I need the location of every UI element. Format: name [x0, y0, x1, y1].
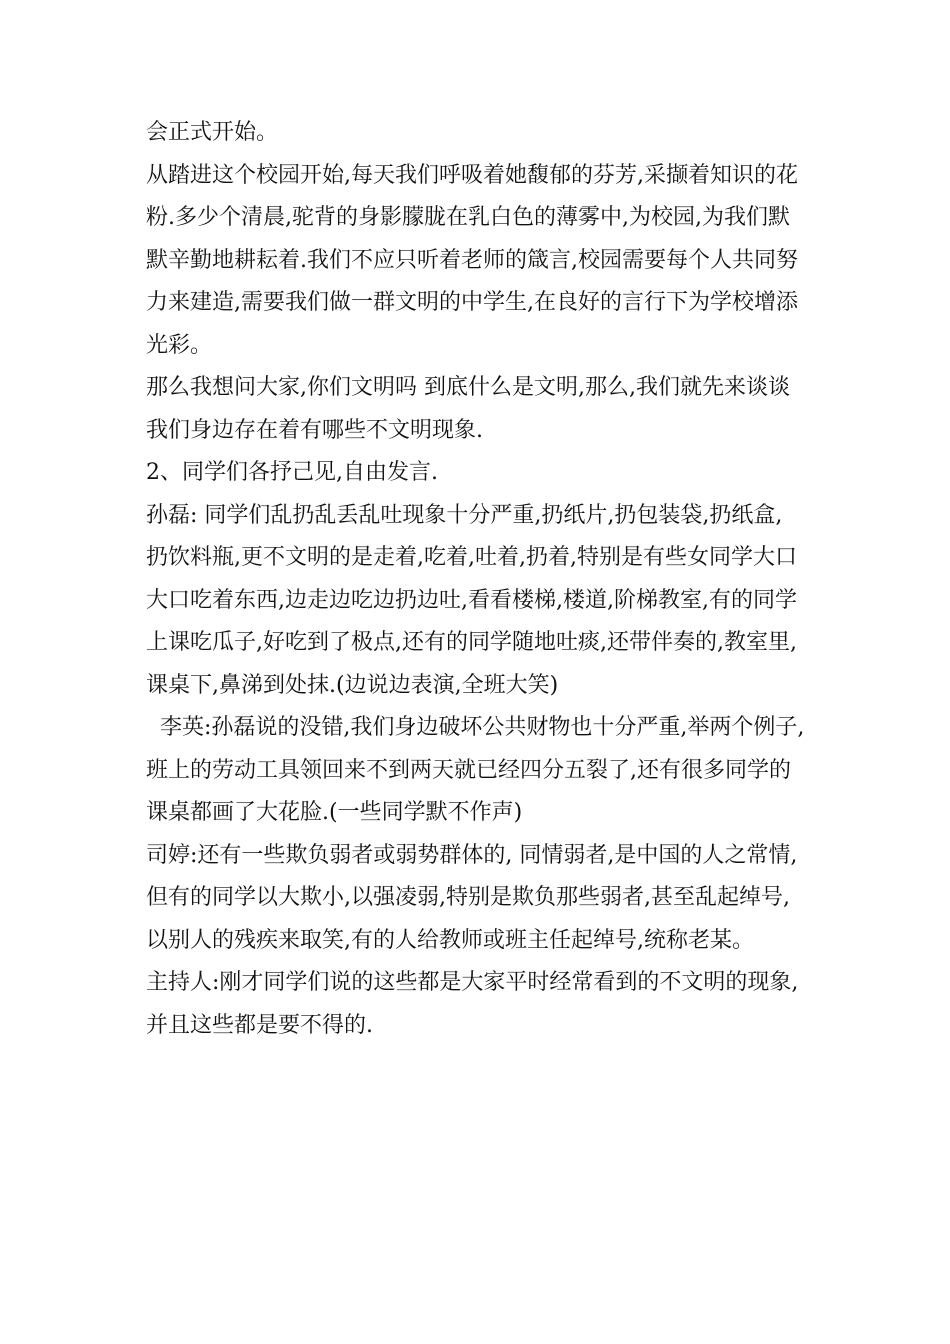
- text-line: 光彩。: [146, 332, 213, 358]
- text-line: 李英:孙磊说的没错,我们身边破坏公共财物也十分严重,举两个例子,: [146, 715, 805, 740]
- document-body: [146, 112, 816, 1047]
- text-line: 孙磊: 同学们乱扔乱丢乱吐现象十分严重,扔纸片,扔包装袋,扔纸盒,: [146, 502, 783, 528]
- text-line: 那么我想问大家,你们文明吗 到底什么是文明,那么,我们就先来谈谈: [146, 375, 790, 400]
- text-line: 课桌下,鼻涕到处抹.(边说边表演,全班大笑): [146, 672, 559, 698]
- text-line: 但有的同学以大欺小,以强凌弱,特别是欺负那些弱者,甚至乱起绰号,: [146, 885, 790, 910]
- text-line: 以别人的残疾来取笑,有的人给教师或班主任起绰号,统称老某。: [146, 927, 754, 953]
- text-line: 从踏进这个校园开始,每天我们呼吸着她馥郁的芬芳,采撷着知识的花: [146, 162, 798, 188]
- text-line: 2、同学们各抒己见,自由发言.: [146, 460, 438, 485]
- text-line: 力来建造,需要我们做一群文明的中学生,在良好的言行下为学校增添: [146, 290, 798, 315]
- text-line: 会正式开始。: [146, 120, 279, 145]
- text-line: 课桌都画了大花脸.(一些同学默不作声): [146, 800, 523, 825]
- text-line: 扔饮料瓶,更不文明的是走着,吃着,吐着,扔着,特别是有些女同学大口: [146, 545, 797, 570]
- text-line: 司婷:还有一些欺负弱者或弱势群体的, 同情弱者,是中国的人之常情,: [146, 842, 798, 868]
- text-line: 并且这些都是要不得的.: [146, 1012, 373, 1038]
- text-line: 大口吃着东西,边走边吃边扔边吐,看看楼梯,楼道,阶梯教室,有的同学: [146, 587, 797, 613]
- text-line: 粉.多少个清晨,驼背的身影朦胧在乳白色的薄雾中,为校园,为我们默: [146, 205, 790, 230]
- text-line: 上课吃瓜子,好吃到了极点,还有的同学随地吐痰,还带伴奏的,教室里,: [146, 630, 797, 655]
- text-line: 默辛勤地耕耘着.我们不应只听着老师的箴言,校园需要每个人共同努: [146, 247, 798, 273]
- text-line: 主持人:刚才同学们说的这些都是大家平时经常看到的不文明的现象,: [146, 970, 799, 995]
- text-line: 我们身边存在着有哪些不文明现象.: [146, 417, 483, 443]
- text-line: 班上的劳动工具领回来不到两天就已经四分五裂了,还有很多同学的: [146, 757, 791, 783]
